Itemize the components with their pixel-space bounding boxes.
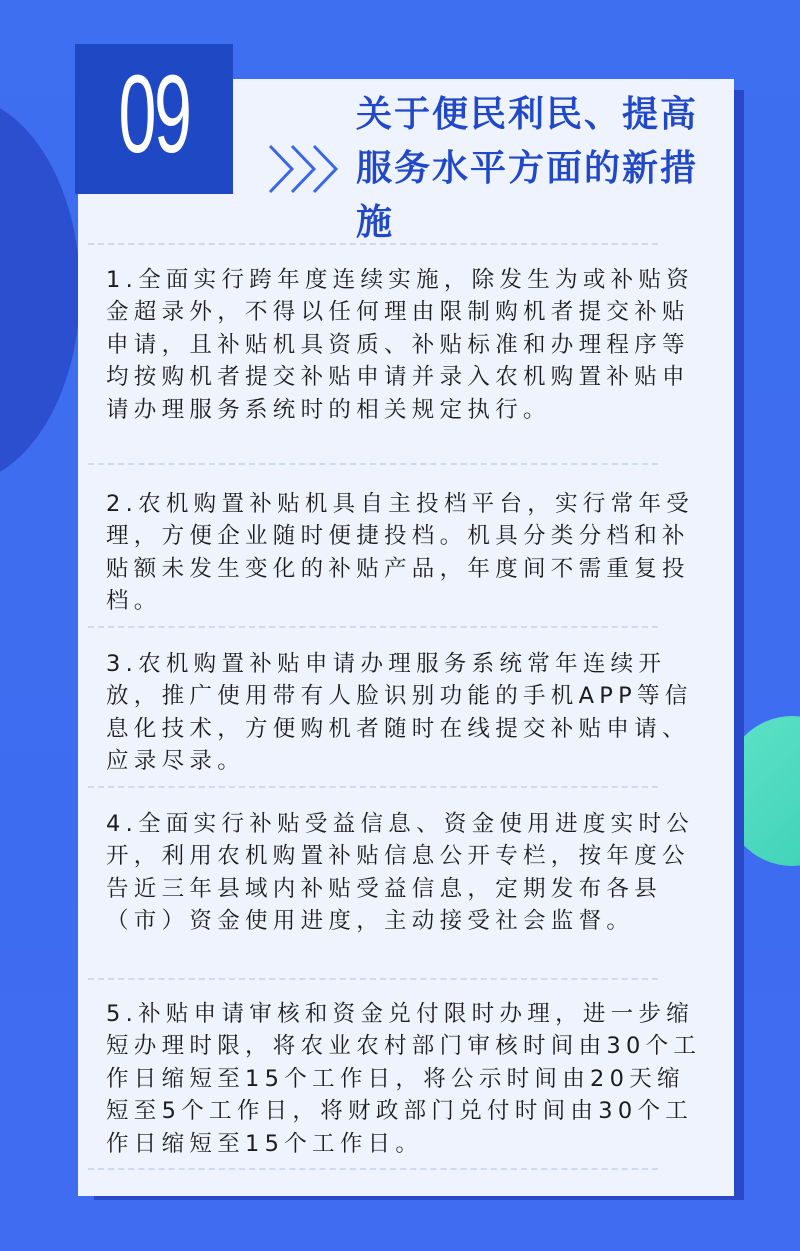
paragraph-5: 5.补贴申请审核和资金兑付限时办理，进一步缩短办理时限，将农业农村部门审核时间由30个工作日缩短至15个工作日，将公示时间由20天缩短至5个工作日，将财政部门兑付时间由30个工作日缩短至15个工作日。 xyxy=(106,1001,702,1157)
paragraph-3: 3.农机购置补贴申请办理服务系统常年连续开放，推广使用带有人脸识别功能的手机APP等信息化技术，方便购机者随时在线提交补贴申请、应录尽录。 xyxy=(106,651,693,775)
paragraph-2: 2.农机购置补贴机具自主投档平台，实行常年受理，方便企业随时便捷投档。机具分类分档和补贴额未发生变化的补贴产品，年度间不需重复投档。 xyxy=(106,491,695,615)
paragraph-4: 4.全面实行补贴受益信息、资金使用进度实时公开，利用农机购置补贴信息公开专栏，按年度公告近三年县域内补贴受益信息，定期发布各县（市）资金使用进度，主动接受社会监督。 xyxy=(106,811,695,935)
paragraph-1: 1.全面实行跨年度连续实施，除发生为或补贴资金超录外，不得以任何理由限制购机者提交补贴申请，且补贴机具资质、补贴标准和办理程序等均按购机者提交补贴申请并录入农机购置补贴申请办理服务系统时的相关规定执行。 xyxy=(106,267,695,423)
divider xyxy=(88,1168,658,1170)
section-number-badge xyxy=(75,44,233,194)
page-title: 关于便民利民、提高服务水平方面的新措施 xyxy=(356,94,699,243)
divider xyxy=(88,786,658,788)
divider xyxy=(88,243,658,245)
divider xyxy=(88,978,658,980)
section-number: 09 xyxy=(118,53,190,176)
divider xyxy=(88,626,658,628)
divider xyxy=(88,463,658,465)
triple-chevron-right-icon xyxy=(268,143,348,195)
decorative-blob-left xyxy=(0,95,80,485)
